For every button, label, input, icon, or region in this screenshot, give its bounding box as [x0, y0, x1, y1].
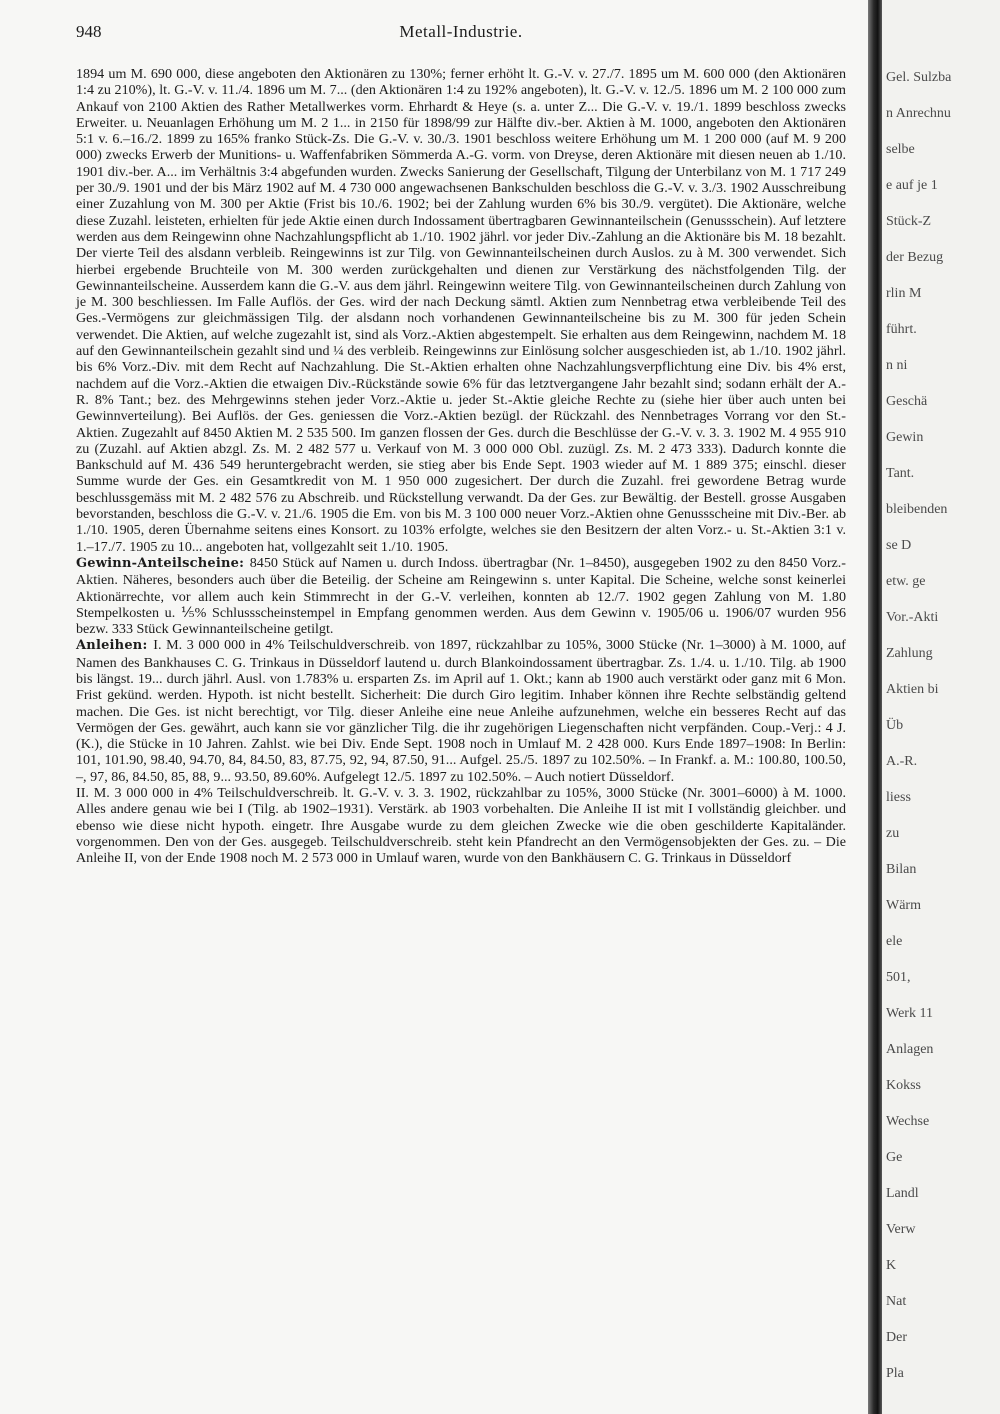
adjacent-page-fragment: Verw: [886, 1222, 916, 1237]
adjacent-page-fragment: selbe: [886, 142, 915, 157]
paragraph-anleihe-ii: [76, 785, 846, 866]
adjacent-page-fragment: K: [886, 1258, 897, 1273]
adjacent-page-fragment: liess: [886, 790, 911, 805]
book-gutter: [868, 0, 882, 1414]
adjacent-page-fragment: Wechse: [886, 1114, 930, 1129]
adjacent-page-fragment: Pla: [886, 1366, 904, 1381]
adjacent-page-fragment: ele: [886, 934, 903, 949]
adjacent-page-fragment: Anlagen: [886, 1042, 934, 1057]
adjacent-page-fragment: führt.: [886, 322, 917, 337]
adjacent-page-fragment: Landl: [886, 1186, 919, 1201]
adjacent-page-fragment: A.-R.: [886, 754, 918, 769]
paragraph-gewinn-anteilscheine: [76, 555, 846, 637]
paragraph-capital-history: [76, 66, 846, 555]
adjacent-page-fragment: Gel. Sulzba: [886, 70, 952, 85]
adjacent-page-fragment: Nat: [886, 1294, 907, 1309]
adjacent-page-fragment: etw. ge: [886, 574, 926, 589]
adjacent-page-fragment: Üb: [886, 718, 904, 733]
paragraph-text: I. M. 3 000 000 in 4% Teilschuldverschreib. von 1897, rückzahlbar zu 105%, 3000 Stücke (Nr. 1–3000) à M. 1000, auf Namen des Bankhauses C. G. Trinkaus in Düsseldorf lautend u. durch Blankoindossament übertragbar. Zs. 1./4. u. 1./10. Tilg. ab 1900 bis längst. 19... durch jährl. Ausl. von 1.783% u. ersparten Zs. im April auf 1. Okt.; kann ab 1900 auch verstärkt oder ganz mit 6 Mon. Frist gekünd. werden. Hypoth. ist nicht bestellt. Sicherheit: Die durch Giro legitim. Inhaber können ihre Rechte selbständig geltend machen. Die Ges. ist nicht berechtigt, vor Tilg. dieser Anleihe eine neue Anleihe aufzunehmen, welche ein besseres Recht auf das Vermögen der Ges. gewährt, auch kann sie vor gänzlicher Tilg. die ihr zugehörigen Liegenschaften nicht verpfänden. Coup.-Verj.: 4 J. (K.), die Stücke in 10 Jahren. Zahlst. wie bei Div. Ende Sept. 1908 noch in Umlauf M. 2 428 000. Kurs Ende 1897–1908: In Berlin: 101, 101.90, 98.40, 94.70, 84, 84.50, 83, 87.75, 92, 94, 87.50, 91... Aufgel. 25./5. 1897 zu 102.50%. – In Frankf. a. M.: 100.80, 100.50, –, 97, 86, 84.50, 85, 88, 9... 93.50, 89.60%. Aufgelegt 12./5. 1897 zu 102.50%. – Auch notiert Düsseldorf.: [76, 637, 846, 785]
adjacent-page-fragment: Aktien bi: [886, 682, 939, 697]
adjacent-page-fragment: der Bezug: [886, 250, 944, 265]
adjacent-page-edge: [882, 0, 1000, 1414]
adjacent-page-fragment: Wärm: [886, 898, 921, 913]
paragraph-text: 1894 um M. 690 000, diese angeboten den Aktionären zu 130%; ferner erhöht lt. G.-V. v. 27./7. 1895 um M. 600 000 (den Aktionären 1:4 zu 210%), lt. G.-V. v. 11./4. 1896 um M. 7... (den Aktionären 1:4 zu 192% angeboten), lt. G.-V. v. 12./5. 1896 um M. 2 100 000 zum Ankauf von 2100 Aktien des Rather Metallwerkes vorm. Ehrhardt & Heye (s. a. unter Z... Die G.-V. v. 19./1. 1899 beschloss zwecks Erweiter. u. Neuanlagen Erhöhung um M. 2 1... in 2150 für 1898/99 zur Hälfte div.-ber. Aktien à M. 1000, angeboten den Aktionären 5:1 v. 6.–16./2. 1899 zu 165% franko Stück-Zs. Die G.-V. v. 30./3. 1901 beschloss weitere Erhöhung um M. 1 200 000 (auf M. 9 200 000) zwecks Erwerb der Munitions- u. Waffenfabriken Sömmerda A.-G. vorm. von Dreyse, deren Aktionäre mit diesen neuen ab 1./10. 1901 div.-ber. A... im Verhältnis 3:4 abgefunden wurden. Zwecks Sanierung der Gesellschaft, Tilgung der Unterbilanz von M. 1 717 249 per 30./9. 1901 und der bis März 1902 auf M. 4 730 000 angewachsenen Bankschulden beschloss die G.-V. v. 3./3. 1902 Ausschreibung einer Zuzahlung von M. 300 per Aktie (Frist bis 10./6. 1902; bei der Zahlung wurden 6% bis 30./9. vergütet). Die Aktionäre, welche diese Zuzahl. leisteten, erhielten für jede Aktie einen durch Indossament übertragbaren Gewinnanteilschein (Genussschein). Auf letztere werden aus dem Reingewinn ohne Nachzahlungspflicht ab 1./10. 1902 jährl. vor jeder Div.-Zahlung an die Aktionäre bis M. 18 bezahlt. Der vierte Teil des alsdann verbleib. Reingewinns ist zur Tilg. von Gewinnanteilscheinen durch Auslos. zu à M. 300 verwendet. Sich hierbei ergebende Bruchteile von M. 300 werden zurückgehalten und dienen zur Verstärkung des nächstfolgenden Tilg. der Gewinnanteilscheine. Ausserdem kann die G.-V. aus dem jährl. Reingewinn weitere Tilg. von Gewinnanteilscheinen durch Zahlung von je M. 300 beschliessen. Im Falle Auflös. der Ges. wird der nach Deckung sämtl. Aktien zum Nennbetrag etwa verbleibende Teil des Ges.-Vermögens zur gleichmässigen Tilg. der alsdann noch vorhandenen Gewinnanteilscheine bis zu M. 300 für jeden Schein verwendet. Die Aktien, auf welche zugezahlt ist, sind als Vorz.-Aktien abgestempelt. Sie erhalten aus dem Reingewinn, nachdem M. 18 auf den Gewinnanteilschein gezahlt sind und ¼ des verbleib. Reingewinns zur Einlösung solcher ausgeschieden ist, ab 1./10. 1902 jährl. bis 6% Vorz.-Div. mit dem Recht auf Nachzahlung. Die St.-Aktien erhalten ohne Nachzahlungsverpflichtung eine Div. bis 4% erst, nachdem auf die Vorz.-Aktien die etwaigen Div.-Rückstände sowie 6% für das letztvergangene Jahr bezahlt sind; sodann erhält der A.-R. 8% Tant.; bez. des Mehrgewinns stehen jeder Vorz.-Aktie u. jeder St.-Aktie gleiche Rechte zu (siehe hier über auch unten bei Gewinnverteilung). Bei Auflös. der Ges. geniessen die Vorz.-Aktien bezügl. der Rückzahl. des Nennbetrages Vorrang vor den St.-Aktien. Zugezahlt auf 8450 Aktien M. 2 535 500. Im ganzen flossen der Ges. durch die Beschlüsse der G.-V. v. 3. 3. 1902 M. 4 955 910 zu (Zuzahl. auf Aktien abzgl. Zs. M. 2 482 577 u. Verkauf von M. 3 000 000 Obl. zuzügl. Zs. M. 2 473 333). Dadurch konnte die Bankschuld auf M. 436 549 heruntergebracht werden, sie stieg aber bis Ende Sept. 1903 wieder auf M. 1 889 375; einschl. dieser Summe wurde der Ges. ein Gesamtkredit von M. 1 950 000 zugesichert. Der durch die Zuzahl. frei gewordene Betrag wurde beschlussgemäss mit M. 2 482 576 zu Abschreib. und Rückstellung verwandt. Da der Ges. zur Bewältig. der Bestell. grosse Ausgaben bevorstanden, beschloss die G.-V. v. 21./6. 1905 die Em. von bis M. 3 100 000 neuer Vorz.-Aktien ohne Genussscheine mit Div.-Ber. ab 1./10. 1905, deren Übernahme seitens eines Konsort. zu 103% erfolgte, welches sie den Besitzern der alten Vorz.- u. St.-Aktien 3:1 v. 1.–17./7. 1905 zu 10... angeboten hat, vollgezahlt seit 1./10. 1905.: [76, 66, 846, 555]
adjacent-page-fragment: Vor.-Akti: [886, 610, 939, 625]
adjacent-page-fragment: n Anrechnu: [886, 106, 951, 121]
page-number: 948: [76, 22, 102, 41]
adjacent-page-fragment: Kokss: [886, 1078, 922, 1093]
adjacent-page-fragment: zu: [886, 826, 900, 841]
adjacent-page-fragment: Stück-Z: [886, 214, 932, 229]
page-header: [76, 22, 846, 48]
paragraph-anleihen: [76, 637, 846, 785]
adjacent-page-fragment: se D: [886, 538, 912, 553]
adjacent-page-fragment: Bilan: [886, 862, 917, 877]
adjacent-page-fragment: Geschä: [886, 394, 928, 409]
adjacent-page-fragment: rlin M: [886, 286, 922, 301]
adjacent-page-fragment: n ni: [886, 358, 908, 373]
adjacent-page-fragment: Gewin: [886, 430, 924, 445]
section-heading-anleihen: Anleihen:: [76, 638, 154, 654]
body-text: [76, 66, 846, 867]
adjacent-page-fragment: 501,: [886, 970, 911, 985]
section-heading-gewinn-anteilscheine: Gewinn-Anteilscheine:: [76, 555, 250, 571]
adjacent-page-fragment: bleibenden: [886, 502, 948, 517]
adjacent-page-fragment: Werk 11: [886, 1006, 933, 1021]
adjacent-page-fragment: Der: [886, 1330, 907, 1345]
paragraph-text: II. M. 3 000 000 in 4% Teilschuldverschreib. lt. G.-V. v. 3. 3. 1902, rückzahlbar zu 105%, 3000 Stücke (Nr. 3001–6000) à M. 1000. Alles andere genau wie bei I (Tilg. ab 1902–1931). Verstärk. ab 1903 vorbehalten. Die Anleihe II ist mit I vollständig gleichber. und ebenso wie diese nicht hypoth. eingetr. Ihre Ausgabe wurde zu dem gleichen Zwecke wie die oben geschilderte Kapitaländer. vorgenommen. Den von der Ges. ausgegeb. Teilschuldverschreib. steht kein Pfandrecht an den Vermögensobjekten der Ges. zu. – Die Anleihe II, von der Ende 1908 noch M. 2 573 000 in Umlauf waren, wurde von den Bankhäusern C. G. Trinkaus in Düsseldorf: [76, 785, 846, 867]
paragraph-text: 8450 Stück auf Namen u. durch Indoss. übertragbar (Nr. 1–8450), ausgegeben 1902 zu den 8450 Vorz.-Aktien. Näheres, besonders auch über die Beteilig. der Scheine am Reingewinn s. unter Kapital. Die Scheine, welche sonst keinerlei Aktionärrechte, vor allem auch kein Stimmrecht in der G.-V. verleihen, konnten ab 12./7. 1902 gegen Zahlung von M. 1.80 Stempelkosten u. ⅕% Schlussscheinstempel in Empfang genommen werden. Aus dem Gewinn v. 1905/06 u. 1906/07 wurden 956 bezw. 333 Stück Gewinnanteilscheine getilgt.: [76, 554, 846, 638]
adjacent-page-fragment: Tant.: [886, 466, 915, 481]
running-title: Metall-Industrie.: [399, 22, 523, 41]
adjacent-page-fragment: Zahlung: [886, 646, 933, 661]
adjacent-page-fragment: e auf je 1: [886, 178, 938, 193]
adjacent-page-fragment: Ge: [886, 1150, 903, 1165]
